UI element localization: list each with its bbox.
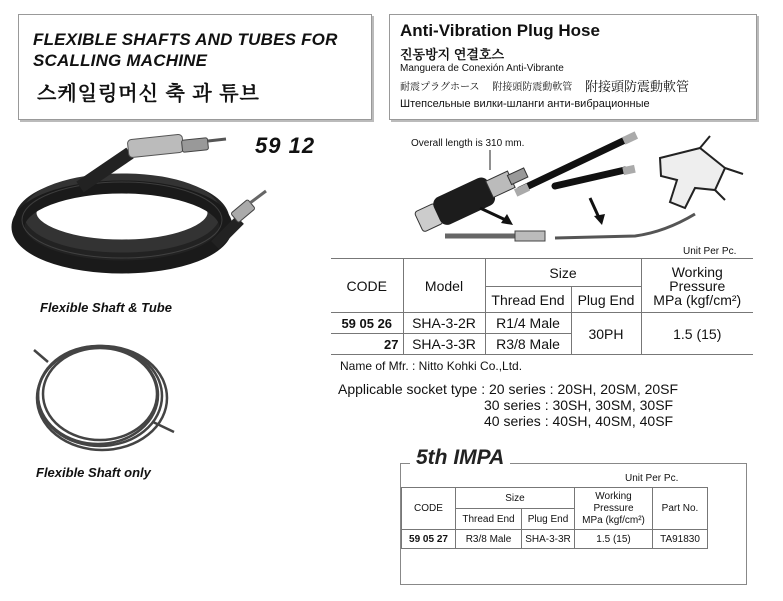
row-thread-end: R1/4 Male [485,313,571,334]
row-pressure: 1.5 (15) [641,313,753,355]
row-plug-end: 30PH [571,313,641,355]
header-model: Model [403,259,485,313]
caption-shaft-only: Flexible Shaft only [36,465,151,480]
right-title-spanish: Manguera de Conexión Anti-Vibrante [400,63,564,74]
section-code: 59 12 [255,133,316,158]
manufacturer-name: Name of Mfr. : Nitto Kohki Co.,Ltd. [340,359,523,373]
header-wp-line1: Working [671,263,723,280]
header-wp-line2: Pressure [669,277,726,294]
socket-type-label: Applicable socket type : [338,381,486,397]
header-thread-end: Thread End [485,287,571,313]
left-title-line2: SCALLING MACHINE [33,51,208,70]
caption-shaft-and-tube: Flexible Shaft & Tube [40,300,172,315]
impa-header-size: Size [456,488,575,509]
impa-title: 5th IMPA [410,446,510,470]
impa-header-wp-line1: Working [595,490,632,502]
left-title-korean: 스케일링머신 축 과 튜브 [37,83,260,105]
right-title-korean: 진동방지 연결호스 [400,47,505,62]
left-title-line1: FLEXIBLE SHAFTS AND TUBES FOR [33,30,338,49]
row-code: 59 05 26 [331,313,403,334]
row-model: SHA-3-2R [403,313,485,334]
socket-type [338,381,678,397]
header-working-pressure [641,259,753,313]
socket-line1: 20 series : 20SH, 20SM, 20SF [488,381,679,397]
flexible-shaft-tube-image [10,125,270,290]
right-title-russian: Штепсельные вилки-шланги анти-вибрационные [400,98,650,110]
impa-header-wp-line2: Pressure [593,502,634,514]
impa-table [401,487,708,549]
left-title-box [18,14,372,120]
right-title-english: Anti-Vibration Plug Hose [400,21,600,40]
impa-header-code: CODE [402,488,456,530]
header-code: CODE [331,259,403,313]
right-title-box [389,14,757,120]
impa-row-code: 59 05 27 [402,530,456,549]
impa-row-pressure: 1.5 (15) [575,530,653,549]
impa-row-plug-end: SHA-3-3R [522,530,575,549]
product-table [331,258,753,355]
impa-header-wp-line3: MPa (kgf/cm²) [582,514,645,526]
impa-header-thread-end: Thread End [456,509,522,530]
table-row [331,313,753,334]
plug-hose-image [395,128,755,248]
row-thread-end: R3/8 Male [485,334,571,355]
header-size: Size [485,259,641,287]
unit-per-pc-label: Unit Per Pc. [683,246,737,257]
table-row [402,530,708,549]
flexible-shaft-only-image [28,322,178,462]
socket-line2: 30 series : 30SH, 30SM, 30SF [484,397,674,413]
impa-header-part-no: Part No. [653,488,708,530]
impa-header-working-pressure [575,488,653,530]
right-title-chinese: 附接頭防震動軟管 [585,79,690,94]
overall-length-note: Overall length is 310 mm. [411,138,525,149]
row-model: SHA-3-3R [403,334,485,355]
header-plug-end: Plug End [571,287,641,313]
impa-unit-label: Unit Per Pc. [625,473,679,484]
right-title-japanese: 耐震プラグホース 附接頭防震動軟管 [400,82,573,93]
header-wp-line3: MPa (kgf/cm²) [653,291,742,308]
socket-line3: 40 series : 40SH, 40SM, 40SF [484,413,674,429]
impa-header-plug-end: Plug End [522,509,575,530]
row-code: 27 [331,334,403,355]
impa-row-thread-end: R3/8 Male [456,530,522,549]
impa-row-part-no: TA91830 [653,530,708,549]
